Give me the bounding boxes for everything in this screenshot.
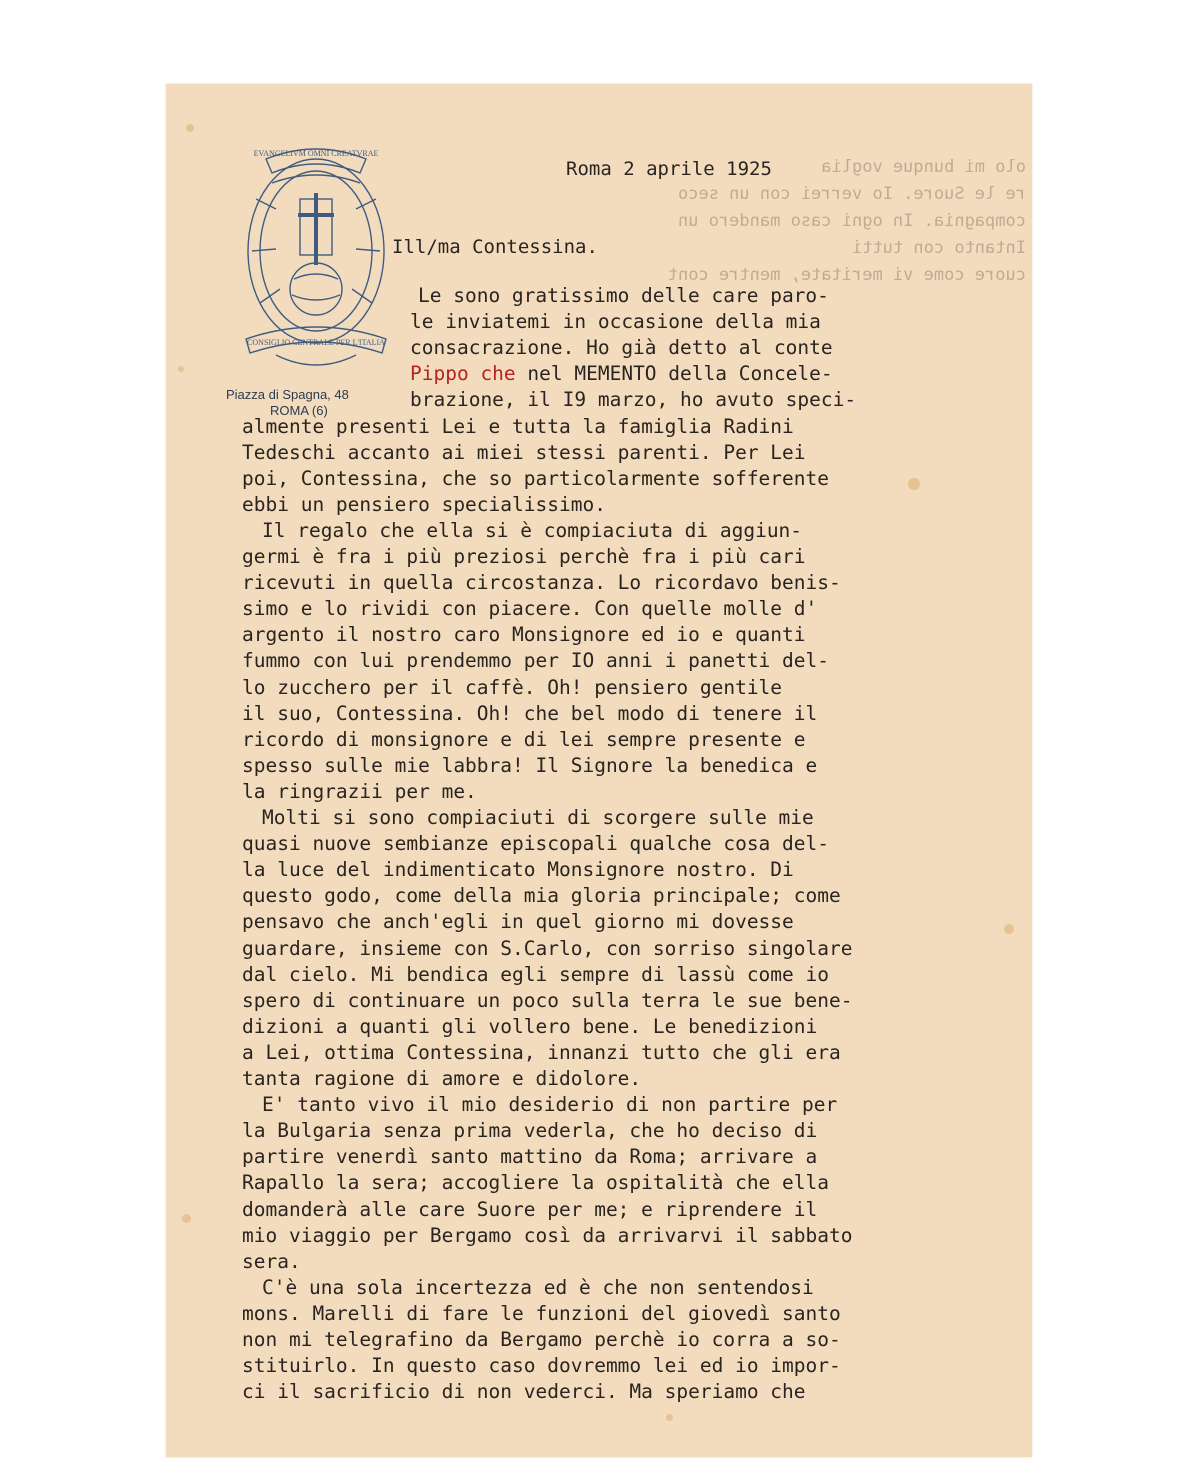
stain [182,1214,191,1223]
letter-line: sera. [242,1249,301,1273]
line-text: nel MEMENTO della Concele- [515,362,833,386]
letter-line: ebbi un pensiero specialissimo. [242,492,606,516]
letter-line: lo zucchero per il caffè. Oh! pensiero gentile [242,675,783,699]
letter-line: argento il nostro caro Monsignore ed io e quanti [242,623,806,647]
letter-sheet [166,84,1032,1457]
bleed-through-line: olo mi bunque voglia [821,157,1026,177]
letter-line: il suo, Contessina. Oh! che bel modo di tenere il [242,701,818,725]
letter-line: partire venerdì santo mattino da Roma; arrivare a [242,1145,818,1169]
letterhead [226,139,396,418]
letter-line: le inviatemi in occasione della mia [410,310,821,334]
letter-date: Roma 2 aprile 1925 [566,158,772,180]
stain [666,1414,673,1421]
letter-line: ricevuti in quella circostanza. Lo ricordavo benis- [242,571,841,595]
letter-line: tanta ragione di amore e didolore. [242,1067,642,1090]
letter-line: Rapallo la sera; accogliere la ospitalità che ella [242,1171,829,1195]
letter-line: brazione, il I9 marzo, ho avuto speci- [410,388,857,412]
letter-salutation: Ill/ma Contessina. [392,236,598,258]
svg-text:EVANGELIVM OMNI CREATVRAE: EVANGELIVM OMNI CREATVRAE [253,149,379,158]
bleed-through-line: cuore come vi meritate, mentre cont [667,265,1026,285]
letter-line: almente presenti Lei e tutta la famiglia Radini [242,414,794,438]
bleed-through-line: Intanto con tutti [852,238,1026,258]
letter-line: Tedeschi accanto ai miei stessi parenti. Per Lei [242,440,806,464]
emblem-seal-icon [236,139,396,379]
letter-line: guardare, insieme con S.Carlo, con sorriso singolare [242,936,853,960]
letter-line: consacrazione. Ho già detto al conte [410,336,833,360]
letterhead-address: Piazza di Spagna, 48 [226,387,349,402]
letter-line: ricordo di monsignore e di lei sempre presente e [242,727,806,751]
letter-line: mio viaggio per Bergamo così da arrivarvi il sabbato [242,1223,853,1247]
red-ink-text: Pippo che [410,362,516,386]
letter-line: fummo con lui prendemmo per IO anni i panetti del- [242,649,829,673]
stain [178,366,184,372]
letter-line: non mi telegrafino da Bergamo perchè io corra a so- [242,1328,841,1351]
letter-line: a Lei, ottima Contessina, innanzi tutto che gli era [242,1040,841,1064]
letter-line: la ringrazii per me. [242,779,477,803]
letter-line [410,362,833,385]
letter-line: mons. Marelli di fare le funzioni del giovedì santo [242,1301,841,1325]
letter-line: spero di continuare un poco sulla terra le sue bene- [242,988,853,1012]
letter-line: quasi nuove sembianze episcopali qualche cosa del- [242,832,829,856]
letter-line: dal cielo. Mi bendica egli sempre di lassù come io [242,962,829,986]
letter-line: stituirlo. In questo caso dovremmo lei ed io impor- [242,1354,841,1378]
letter-line: questo godo, come della mia gloria principale; come [242,884,841,908]
letter-line: germi è fra i più preziosi perchè fra i più cari [242,545,806,568]
letter-line: E' tanto vivo il mio desiderio di non partire per [262,1093,838,1117]
letterhead-city: ROMA (6) [270,403,328,418]
letter-line: simo e lo rividi con piacere. Con quelle molle d' [242,597,818,621]
letter-line: domanderà alle care Suore per me; e riprendere il [242,1197,818,1221]
stain [186,124,194,132]
letter-line: Molti si sono compiaciuti di scorgere sulle mie [262,806,814,829]
bleed-through-line: re le Suore. Io verrei con un seco [678,184,1026,204]
letter-line: spesso sulle mie labbra! Il Signore la benedica e [242,753,818,777]
letter-line: ci il sacrificio di non vederci. Ma speriamo che [242,1380,806,1404]
letter-line: la luce del indimenticato Monsignore nostro. Di [242,858,794,882]
stain [908,478,920,490]
bleed-through-line: compagnia. In ogni caso mandero un [678,211,1026,231]
stain [1004,924,1014,934]
letter-line: poi, Contessina, che so particolarmente sofferente [242,466,829,490]
letter-line: pensavo che anch'egli in quel giorno mi dovesse [242,910,794,934]
letter-line: Le sono gratissimo delle care paro- [418,284,829,307]
letter-line: Il regalo che ella si è compiaciuta di aggiun- [262,518,803,542]
letter-line: C'è una sola incertezza ed è che non sentendosi [262,1275,814,1299]
svg-text:CONSIGLIO CENTRALE PER L'ITALI: CONSIGLIO CENTRALE PER L'ITALIA [247,338,385,347]
letter-line: la Bulgaria senza prima vederla, che ho deciso di [242,1119,818,1143]
letter-line: dizioni a quanti gli vollero bene. Le benedizioni [242,1014,818,1038]
